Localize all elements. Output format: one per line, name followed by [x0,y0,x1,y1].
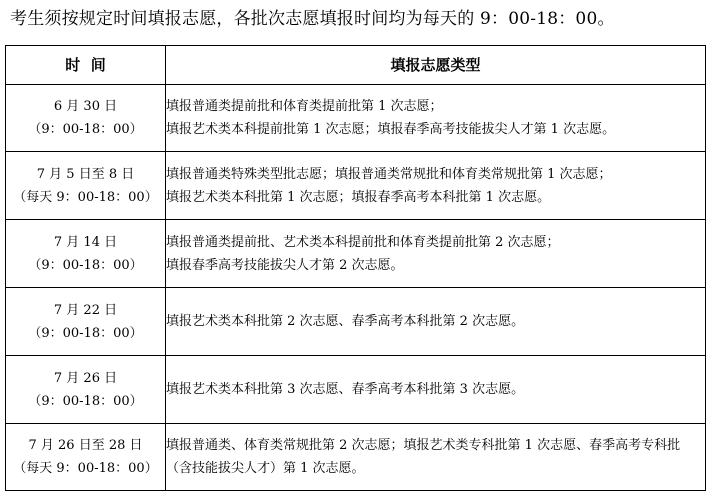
time-cell [6,288,166,356]
date-text: 7 月 14 日 [53,234,118,250]
intro-text: 考生须按规定时间填报志愿，各批次志愿填报时间均为每天的 9：00-18：00。 [10,9,615,29]
hours-text: （9：00-18：00） [28,122,143,137]
type-cell [166,356,706,424]
table-header-row [6,46,706,85]
header-type: 填报志愿类型 [166,46,706,85]
time-cell [6,152,166,220]
table-row [6,424,706,491]
type-line: 填报艺术类本科提前批第 1 次志愿；填报春季高考技能拔尖人才第 1 次志愿。 [166,122,616,137]
type-line: 填报艺术类本科批第 3 次志愿、春季高考本科批第 3 次志愿。 [166,382,525,397]
type-line: 填报普通类、体育类常规批第 2 次志愿；填报艺术类专科批第 1 次志愿、春季高考专科批（含技能拔尖人才）第 1 次志愿。 [166,438,681,476]
table-row [6,85,706,152]
type-cell [166,85,706,152]
hours-text: （每天 9：00-18：00） [13,189,158,205]
type-line: 填报普通类提前批、艺术类本科提前批和体育类提前批第 2 次志愿； [166,234,560,250]
header-time: 时 间 [6,46,166,85]
type-line: 填报艺术类本科批第 2 次志愿、春季高考本科批第 2 次志愿。 [166,314,525,329]
date-text: 7 月 26 日 [53,370,118,386]
date-text: 7 月 22 日 [53,302,118,318]
table-row [6,288,706,356]
type-line: 填报春季高考技能拔尖人才第 2 次志愿。 [166,257,404,273]
type-cell [166,220,706,288]
schedule-table [5,45,706,491]
table-row [6,152,706,220]
date-text: 7 月 26 日至 28 日 [28,438,143,453]
hours-text: （9：00-18：00） [28,325,143,341]
date-text: 7 月 5 日至 8 日 [36,166,135,182]
table-row [6,220,706,288]
hours-text: （9：00-18：00） [28,257,143,273]
time-cell [6,356,166,424]
time-cell [6,220,166,288]
hours-text: （每天 9：00-18：00） [13,461,158,476]
type-line: 填报普通类提前批和体育类提前批第 1 次志愿； [166,99,443,114]
table-row [6,356,706,424]
type-line: 填报艺术类本科批第 1 次志愿；填报春季高考本科批第 1 次志愿。 [166,189,551,205]
date-text: 6 月 30 日 [53,99,118,114]
type-cell [166,288,706,356]
time-cell [6,85,166,152]
type-line: 填报普通类特殊类型批志愿；填报普通类常规批和体育类常规批第 1 次志愿； [166,166,612,182]
type-cell [166,424,706,491]
type-cell [166,152,706,220]
time-cell [6,424,166,491]
hours-text: （9：00-18：00） [28,393,143,409]
